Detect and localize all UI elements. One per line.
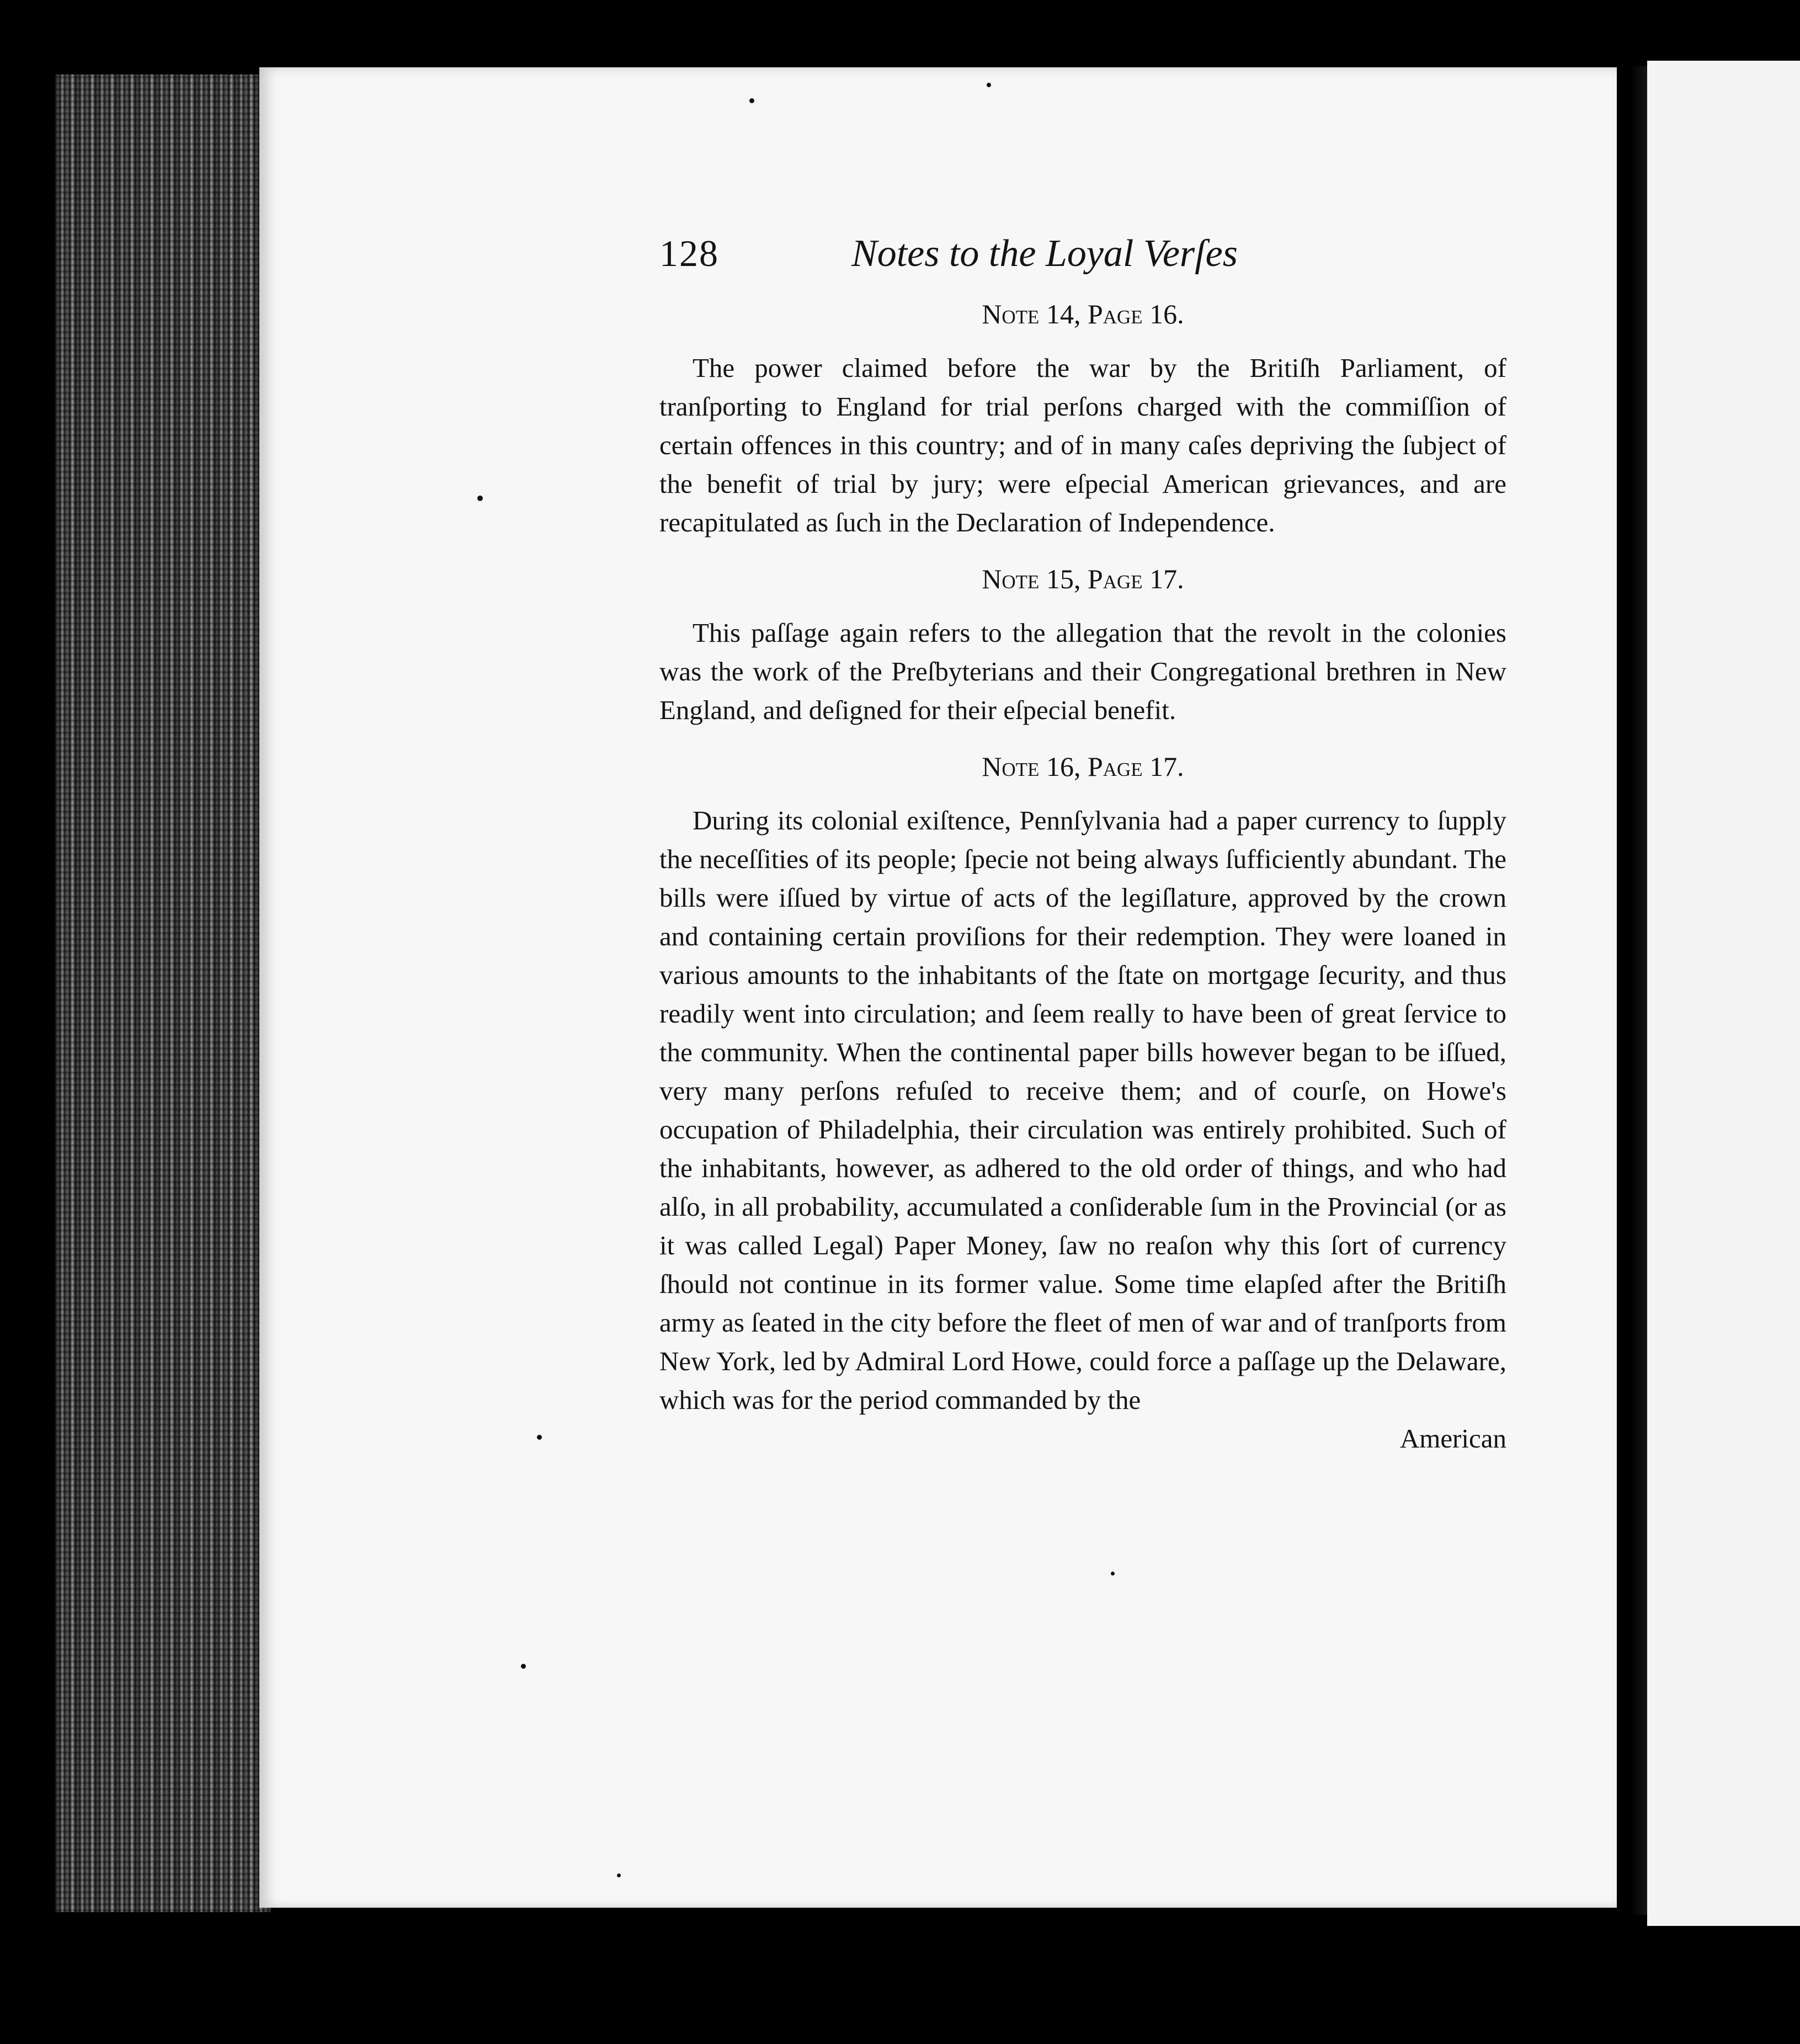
note-heading: Note 15, Page 17. [982, 563, 1184, 594]
note-14 [659, 298, 1506, 542]
page-number: 128 [659, 232, 719, 274]
gutter-shadow [1631, 66, 1647, 1915]
note-body: During its colonial exiſtence, Pennſylvania had a paper currency to ſupply the neceſſities of its people; ſpecie not being always ſufficiently abundant. The bills were iſſued by virtue of acts of the legiſlature, approved by the crown and containing certain proviſions for their redemption. They were loaned in various amounts to the inhabitants of the ſtate on mortgage ſecurity, and thus readily went into circulation; and ſeem really to have been of great ſervice to the community. When the continental paper bills however began to be iſſued, very many perſons refuſed to receive them; and of courſe, on Howe's occupation of Philadelphia, their circulation was entirely prohibited. Such of the inhabitants, however, as adhered to the old order of things, and who had alſo, in all probability, accumulated a conſiderable ſum in the Provincial (or as it was called Legal) Paper Money, ſaw no reaſon why this ſort of currency ſhould not continue in its former value. Some time elapſed after the Britiſh army as ſeated in the city before the fleet of men of war and of tranſports from New York, led by Admiral Lord Howe, could force a paſſage up the Delaware, which was for the period commanded by the [659, 805, 1506, 1415]
book-page-edges [55, 74, 270, 1912]
facing-page [1647, 61, 1800, 1926]
note-15 [659, 563, 1506, 730]
catchword: American [1399, 1423, 1506, 1454]
running-head [659, 232, 1506, 276]
note-16 [659, 750, 1506, 1419]
note-body: The power claimed before the war by the Britiſh Parliament, of tranſporting to England for trial perſons charged with the commiſſion of certain offences in this country; and of in many caſes depriving the ſubject of the benefit of trial by jury; were eſpecial American grievances, and are recapitulated as ſuch in the Declaration of Independence. [659, 353, 1506, 537]
dust-speck [987, 83, 991, 87]
note-body: This paſſage again refers to the allegation that the revolt in the colonies was the work of the Preſbyterians and their Congregational brethren in New England, and deſigned for their eſpecial benefit. [659, 618, 1506, 725]
note-heading: Note 16, Page 17. [982, 751, 1184, 782]
dust-speck [749, 98, 754, 103]
scan-mark [1368, 0, 1385, 10]
page-text [659, 232, 1506, 1458]
dust-speck [1111, 1572, 1115, 1575]
dust-speck [477, 496, 483, 501]
dust-speck [537, 1435, 542, 1440]
running-title: Notes to the Loyal Verſes [851, 232, 1238, 275]
dust-speck [521, 1664, 526, 1669]
note-heading: Note 14, Page 16. [982, 299, 1184, 329]
dust-speck [617, 1873, 621, 1877]
